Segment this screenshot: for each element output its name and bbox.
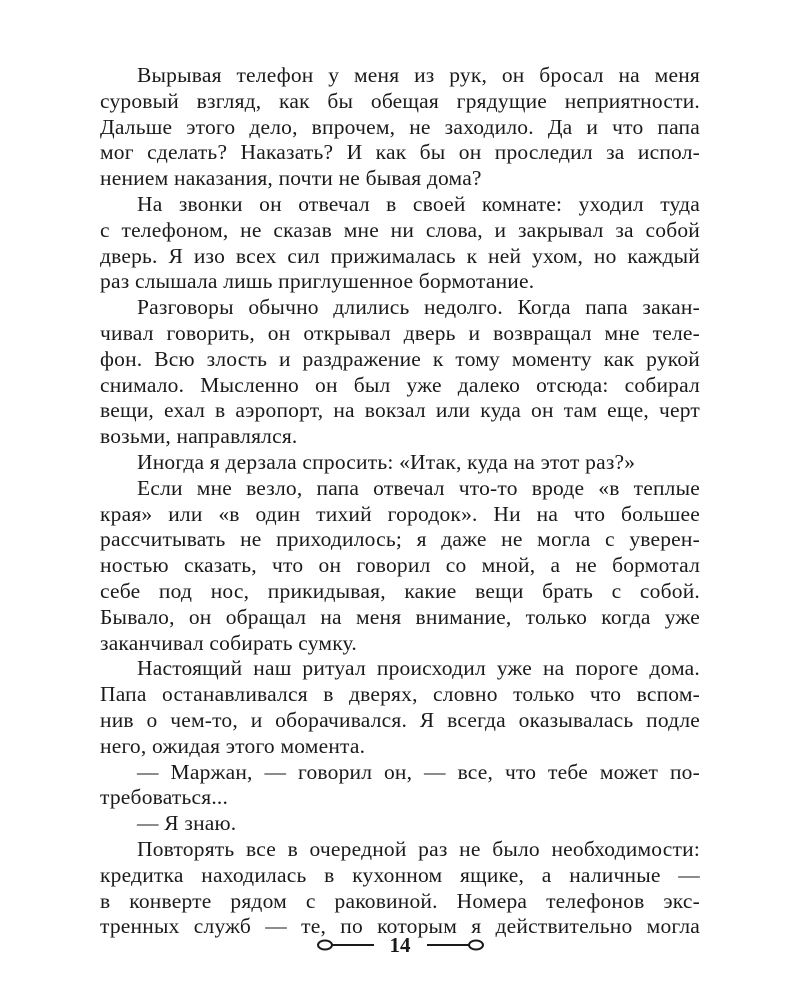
text-line: вещи, ехал в аэропорт, на вокзал или куда он там еще, черт bbox=[100, 398, 700, 423]
text-line: чивал говорить, он открывал дверь и возвращал мне теле- bbox=[100, 320, 700, 345]
text-line: Папа останавливался в дверях, словно только что вспом- bbox=[100, 682, 700, 707]
ornament-right-icon bbox=[425, 937, 485, 953]
text-line: в конверте рядом с раковиной. Номера телефонов экс- bbox=[100, 888, 700, 913]
text-line: Если мне везло, папа отвечал что-то вроде «в теплые bbox=[137, 475, 700, 500]
text-line: Дальше этого дело, впрочем, не заходило. Да и что папа bbox=[100, 114, 700, 139]
text-line: — Маржан, — говорил он, — все, что тебе может по- bbox=[137, 759, 700, 784]
text-line: рассчитывать не приходилось; я даже не могла с уверен- bbox=[100, 527, 700, 552]
text-line: суровый взгляд, как бы обещая грядущие неприятности. bbox=[100, 88, 700, 113]
text-line: дверь. Я изо всех сил прижималась к ней ухом, но каждый bbox=[100, 243, 700, 268]
text-line: раз слышала лишь приглушенное бормотание. bbox=[100, 269, 535, 294]
text-line: возьми, направлялся. bbox=[100, 424, 298, 449]
text-line: кредитка находилась в кухонном ящике, а наличные — bbox=[100, 862, 700, 887]
text-line: мог сделать? Наказать? И как бы он проследил за испол- bbox=[100, 140, 700, 165]
text-line: тренных служб — те, по которым я действительно могла bbox=[100, 914, 700, 939]
text-line: Вырывая телефон у меня из рук, он бросал на меня bbox=[137, 63, 700, 87]
text-line: фон. Всю злость и раздражение к тому моменту как рукой bbox=[100, 346, 700, 371]
text-line: Иногда я дерзала спросить: «Итак, куда на этот раз?» bbox=[137, 449, 636, 474]
text-line: Бывало, он обращал на меня внимание, только когда уже bbox=[100, 604, 700, 629]
text-line: нив о чем-то, и оборачивался. Я всегда оказывалась подле bbox=[100, 707, 700, 732]
text-line: с телефоном, не сказав мне ни слова, и закрывал за собой bbox=[100, 217, 700, 242]
text-line: ностью сказать, что он говорил со мной, а не бормотал bbox=[100, 553, 700, 578]
text-line: Повторять все в очередной раз не было необходимости: bbox=[137, 836, 700, 861]
text-line: Разговоры обычно длились недолго. Когда папа закан- bbox=[137, 295, 700, 320]
page-number: 14 bbox=[389, 932, 411, 957]
text-line: края» или «в один тихий городок». Ни на что большее bbox=[100, 501, 700, 526]
text-line: снимало. Мысленно он был уже далеко отсюда: собирал bbox=[100, 372, 700, 397]
text-line: — Я знаю. bbox=[137, 811, 237, 836]
text-line: требоваться... bbox=[100, 785, 229, 810]
body-text bbox=[100, 63, 700, 940]
page-footer bbox=[0, 930, 800, 960]
text-line: нением наказания, почти не бывая дома? bbox=[100, 166, 482, 191]
ornament-left-icon bbox=[316, 937, 376, 953]
text-line: него, ожидая этого момента. bbox=[100, 733, 366, 758]
text-line: На звонки он отвечал в своей комнате: уходил туда bbox=[137, 191, 700, 216]
text-line: себе под нос, прикидывая, какие вещи брать с собой. bbox=[100, 578, 700, 603]
text-line: заканчивал собирать сумку. bbox=[100, 630, 357, 655]
text-line: Настоящий наш ритуал происходил уже на пороге дома. bbox=[137, 656, 700, 681]
